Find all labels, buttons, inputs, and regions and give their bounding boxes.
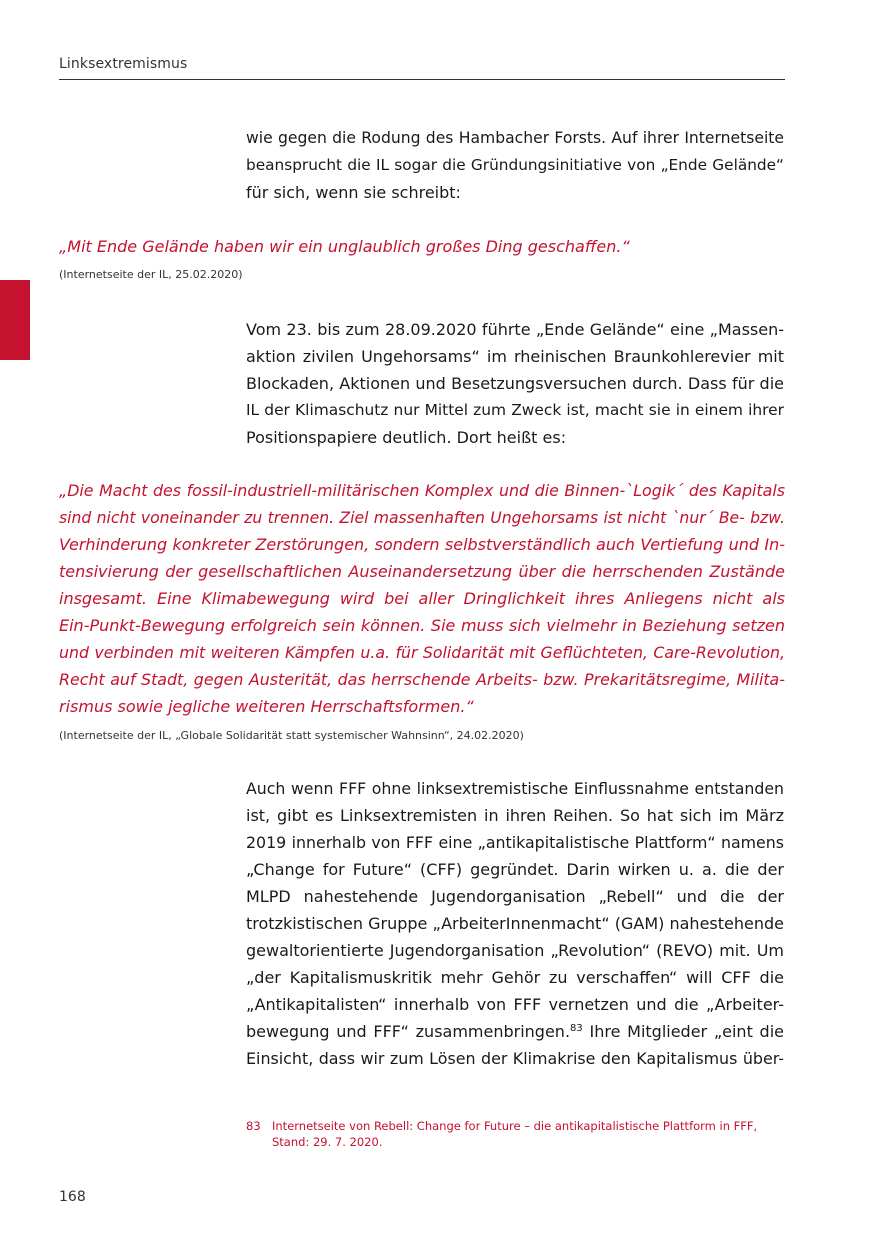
quote-2 [59, 477, 785, 720]
paragraph-line: „Change for Future“ (CFF) gegründet. Darin wirken u. a. die der [246, 860, 784, 879]
paragraph-line: für sich, wenn sie schreibt: [246, 183, 461, 202]
line-text: bewegung und FFF“ zusammenbringen. [246, 1022, 571, 1041]
footnote-text: Internetseite von Rebell: Change for Future – die antikapitalistische Plattform in FFF, Stand: 29. 7. 2020. [272, 1119, 758, 1149]
paragraph-line: Blockaden, Aktionen und Besetzungsversuchen durch. Dass für die [246, 374, 784, 393]
quote-line: Ein-Punkt-Bewegung erfolgreich sein können. Sie muss sich vielmehr in Beziehung setzen [59, 616, 785, 635]
line-text: Ihre Mitglieder „eint die [582, 1022, 785, 1041]
quote-line: „Mit Ende Gelände haben wir ein unglaublich großes Ding geschaffen.“ [59, 237, 630, 256]
quote-line: Verhinderung konkreter Zerstörungen, sondern selbstverständlich auch Vertiefung und In- [59, 535, 785, 554]
paragraph-3 [246, 775, 784, 1072]
quote-2-source: (Internetseite der IL, „Globale Solidarität statt systemischer Wahnsinn“, 24.02.2020) [59, 729, 524, 742]
paragraph-line: 2019 innerhalb von FFF eine „antikapitalistische Plattform“ namens [246, 833, 784, 852]
paragraph-1 [246, 125, 784, 206]
paragraph-line [246, 1018, 784, 1045]
paragraph-line: „Antikapitalisten“ innerhalb von FFF vernetzen und die „Arbeiter- [246, 995, 784, 1014]
quote-line: insgesamt. Eine Klimabewegung wird bei aller Dringlichkeit ihres Anliegens nicht als [59, 589, 785, 608]
quote-line: sind nicht voneinander zu trennen. Ziel massenhaften Ungehorsams ist nicht `nur´ Be- bzw. [59, 508, 785, 527]
paragraph-line: gewaltorientierte Jugendorganisation „Revolution“ (REVO) mit. Um [246, 941, 784, 960]
footnote [246, 1118, 786, 1150]
quote-line: „Die Macht des fossil-industriell-militärischen Komplex und die Binnen-`Logik´ des Kapitals [59, 481, 785, 500]
paragraph-line: Einsicht, dass wir zum Lösen der Klimakrise den Kapitalismus über- [246, 1049, 784, 1068]
paragraph-line: beansprucht die IL sogar die Gründungsinitiative von „Ende Gelände“ [246, 156, 784, 174]
paragraph-line: IL der Klimaschutz nur Mittel zum Zweck ist, macht sie in einem ihrer [246, 401, 784, 419]
chapter-side-tab [0, 280, 30, 360]
paragraph-line: „der Kapitalismuskritik mehr Gehör zu verschaffen“ will CFF die [246, 968, 784, 987]
paragraph-line: Positionspapiere deutlich. Dort heißt es: [246, 428, 567, 447]
paragraph-line: Vom 23. bis zum 28.09.2020 führte „Ende Gelände“ eine „Massen- [246, 320, 784, 339]
paragraph-line: wie gegen die Rodung des Hambacher Forsts. Auf ihrer Internetseite [246, 129, 784, 147]
quote-1 [59, 233, 785, 260]
quote-line: und verbinden mit weiteren Kämpfen u.a. für Solidarität mit Geflüchteten, Care-Revolution, [59, 643, 785, 662]
paragraph-line: MLPD nahestehende Jugendorganisation „Rebell“ und die der [246, 887, 784, 906]
paragraph-line: Auch wenn FFF ohne linksextremistische Einflussnahme entstanden [246, 779, 784, 798]
paragraph-line: trotzkistischen Gruppe „ArbeiterInnenmacht“ (GAM) nahestehende [246, 914, 784, 933]
footnote-ref[interactable]: 83 [570, 1023, 583, 1034]
paragraph-line: ist, gibt es Linksextremisten in ihren Reihen. So hat sich im März [246, 806, 784, 825]
footnote-number: 83 [246, 1119, 261, 1133]
quote-line: rismus sowie jegliche weiteren Herrschaftsformen.“ [59, 697, 474, 716]
quote-line: tensivierung der gesellschaftlichen Auseinandersetzung über die herrschenden Zustände [59, 562, 785, 581]
paragraph-line: aktion zivilen Ungehorsams“ im rheinischen Braunkohlerevier mit [246, 347, 784, 366]
header-rule [59, 79, 785, 80]
running-header: Linksextremismus [59, 56, 188, 72]
quote-line: Recht auf Stadt, gegen Austerität, das herrschende Arbeits- bzw. Prekaritätsregime, Milita- [59, 670, 785, 689]
page-number: 168 [59, 1189, 86, 1205]
quote-1-source: (Internetseite der IL, 25.02.2020) [59, 268, 243, 281]
paragraph-2 [246, 316, 784, 451]
